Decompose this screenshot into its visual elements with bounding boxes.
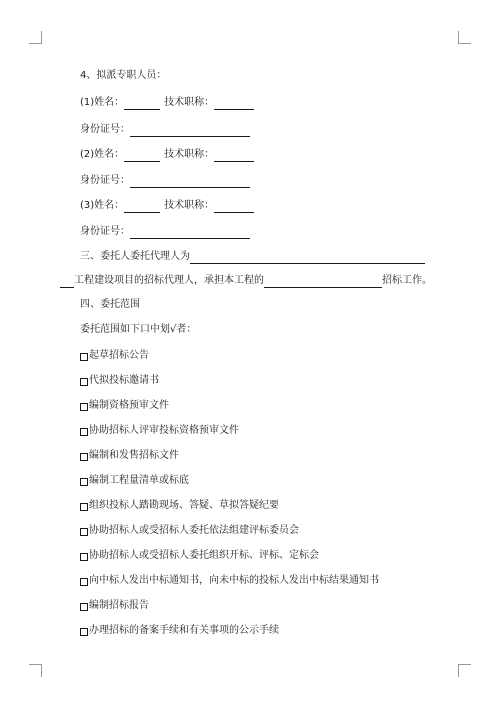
- checkbox-icon[interactable]: [80, 453, 88, 461]
- scope-item: 编制工程量清单或标底: [80, 474, 189, 488]
- person2-name-blank: [124, 150, 160, 162]
- scope-intro: 委托范围如下口中划√者：: [80, 324, 197, 335]
- section3-line2: [60, 274, 432, 288]
- scope-item: 协助招标人评审投标资格预审文件: [80, 424, 239, 438]
- scope-item: 代拟投标邀请书: [80, 374, 159, 388]
- section3-line2-a: 工程建设项目的招标代理人，承担本工程的: [74, 275, 264, 286]
- scope-item: 编制招标报告: [80, 599, 149, 613]
- person3-name-blank: [124, 201, 160, 213]
- person2-id-label: 身份证号：: [80, 175, 130, 186]
- scope-item: 协助招标人或受招标人委托依法组建评标委员会: [80, 524, 299, 538]
- crop-mark-bottom-left: [29, 664, 42, 677]
- section3-lead: 三、委托人委托代理人为: [80, 251, 190, 262]
- person1-title-label: 技术职称：: [164, 97, 215, 108]
- crop-mark-top-right: [458, 31, 471, 44]
- person3-id-label: 身份证号：: [80, 226, 130, 237]
- checkbox-icon[interactable]: [80, 378, 88, 386]
- agent-name-blank: [190, 252, 425, 264]
- checkbox-icon[interactable]: [80, 478, 88, 486]
- person1-title-blank: [214, 98, 254, 110]
- checkbox-icon[interactable]: [80, 403, 88, 411]
- checkbox-icon[interactable]: [80, 553, 88, 561]
- person3-name-label: (3)姓名：: [80, 200, 125, 211]
- person3-id-row: [80, 225, 250, 239]
- person1-id-label: 身份证号：: [80, 124, 130, 135]
- scope-item: 向中标人发出中标通知书，向未中标的投标人发出中标结果通知书: [80, 574, 379, 588]
- person1-row: [80, 96, 254, 110]
- checkbox-icon[interactable]: [80, 578, 88, 586]
- checkbox-icon[interactable]: [80, 503, 88, 511]
- checkbox-icon[interactable]: [80, 353, 88, 361]
- checkbox-icon[interactable]: [80, 428, 88, 436]
- person3-row: [80, 199, 254, 213]
- person2-id-row: [80, 174, 250, 188]
- scope-item: 协助招标人或受招标人委托组织开标、评标、定标会: [80, 549, 319, 563]
- scope-item: 起草招标公告: [80, 349, 149, 363]
- person2-row: [80, 148, 254, 162]
- crop-mark-top-left: [29, 31, 42, 44]
- person2-title-blank: [214, 150, 254, 162]
- person3-id-blank: [130, 227, 250, 239]
- scope-item: 编制和发售招标文件: [80, 449, 179, 463]
- section3-line2-b: 招标工作。: [382, 275, 432, 286]
- checkbox-icon[interactable]: [80, 628, 88, 636]
- person3-title-blank: [214, 201, 254, 213]
- scope-blank: [264, 276, 382, 288]
- scope-item: 组织投标人踏勘现场、答疑、草拟答疑纪要: [80, 499, 279, 513]
- section3-line1: [80, 250, 425, 264]
- person1-name-label: (1)姓名：: [80, 97, 125, 108]
- person2-id-blank: [130, 176, 250, 188]
- scope-item: 编制资格预审文件: [80, 399, 169, 413]
- person3-title-label: 技术职称：: [164, 200, 215, 211]
- person1-name-blank: [124, 98, 160, 110]
- crop-mark-bottom-right: [458, 664, 471, 677]
- checkbox-icon[interactable]: [80, 528, 88, 536]
- person2-title-label: 技术职称：: [164, 149, 215, 160]
- person2-name-label: (2)姓名：: [80, 149, 125, 160]
- project-name-blank: [60, 276, 74, 288]
- person1-id-blank: [130, 125, 250, 137]
- scope-item: 办理招标的备案手续和有关事项的公示手续: [80, 624, 279, 638]
- person1-id-row: [80, 123, 250, 137]
- scope-heading: 四、委托范围: [80, 299, 140, 310]
- checkbox-icon[interactable]: [80, 603, 88, 611]
- section4-heading: 4、拟派专职人员：: [80, 70, 167, 81]
